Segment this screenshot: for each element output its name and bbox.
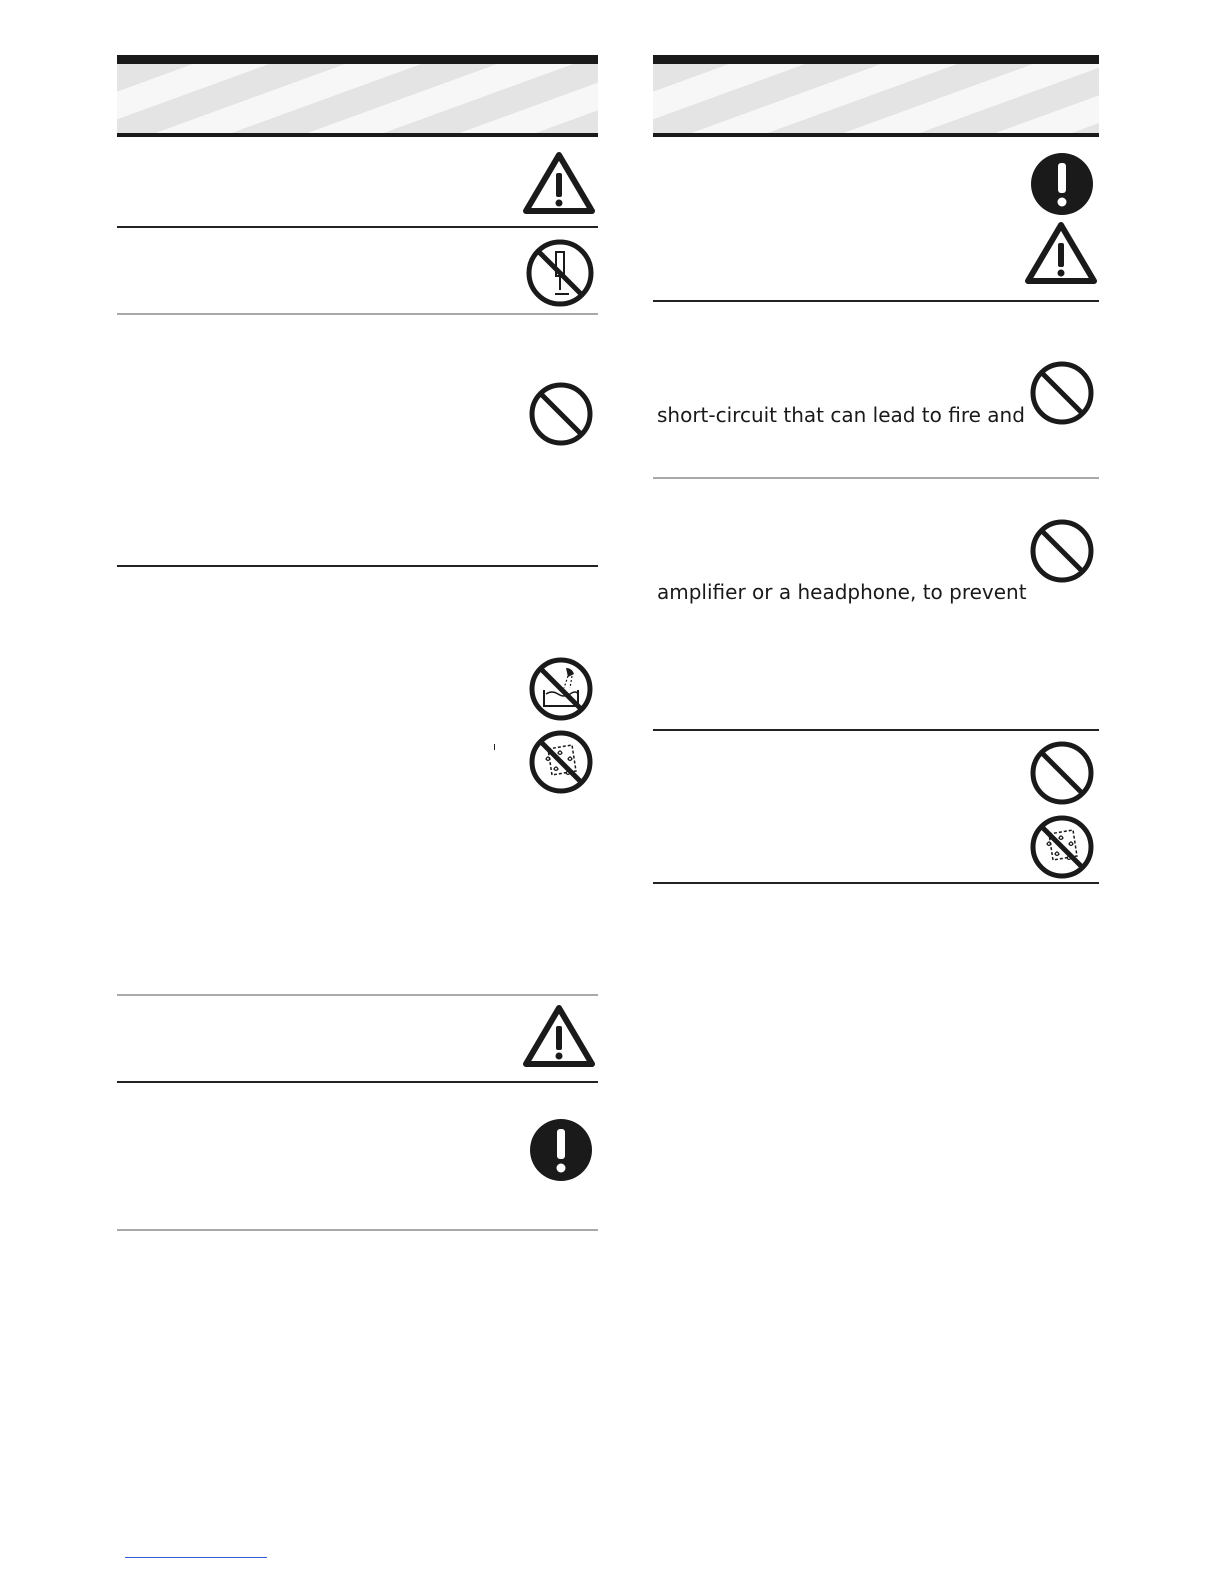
mandatory-action-icon bbox=[1029, 151, 1095, 217]
fire-warning-text: short-circuit that can lead to fire and bbox=[657, 403, 1025, 427]
divider bbox=[653, 477, 1099, 479]
no-wet-hands-icon bbox=[528, 729, 594, 795]
left-column bbox=[117, 55, 598, 137]
divider bbox=[117, 313, 598, 315]
prohibition-icon bbox=[1029, 360, 1095, 426]
prohibition-icon bbox=[528, 381, 594, 447]
prohibition-icon bbox=[1029, 518, 1095, 584]
footer-link-underline[interactable] bbox=[125, 1557, 267, 1558]
divider bbox=[653, 300, 1099, 302]
no-water-icon bbox=[528, 656, 594, 722]
right-column bbox=[653, 55, 1099, 604]
divider bbox=[653, 729, 1099, 731]
right-section-header bbox=[653, 55, 1099, 137]
no-wet-hands-icon bbox=[1029, 814, 1095, 880]
no-disassembly-icon bbox=[525, 238, 595, 308]
divider bbox=[117, 994, 598, 996]
left-section-header bbox=[117, 55, 598, 137]
divider bbox=[117, 1229, 598, 1231]
divider bbox=[653, 882, 1099, 884]
warning-triangle-icon bbox=[1025, 221, 1097, 285]
stray-mark bbox=[494, 744, 495, 750]
divider bbox=[117, 226, 598, 228]
mandatory-action-icon bbox=[528, 1117, 594, 1183]
warning-triangle-icon bbox=[523, 1004, 595, 1068]
divider bbox=[117, 565, 598, 567]
amplifier-warning-text: amplifier or a headphone, to prevent bbox=[657, 580, 1027, 604]
prohibition-icon bbox=[1029, 740, 1095, 806]
divider bbox=[117, 1081, 598, 1083]
warning-triangle-icon bbox=[523, 151, 595, 215]
